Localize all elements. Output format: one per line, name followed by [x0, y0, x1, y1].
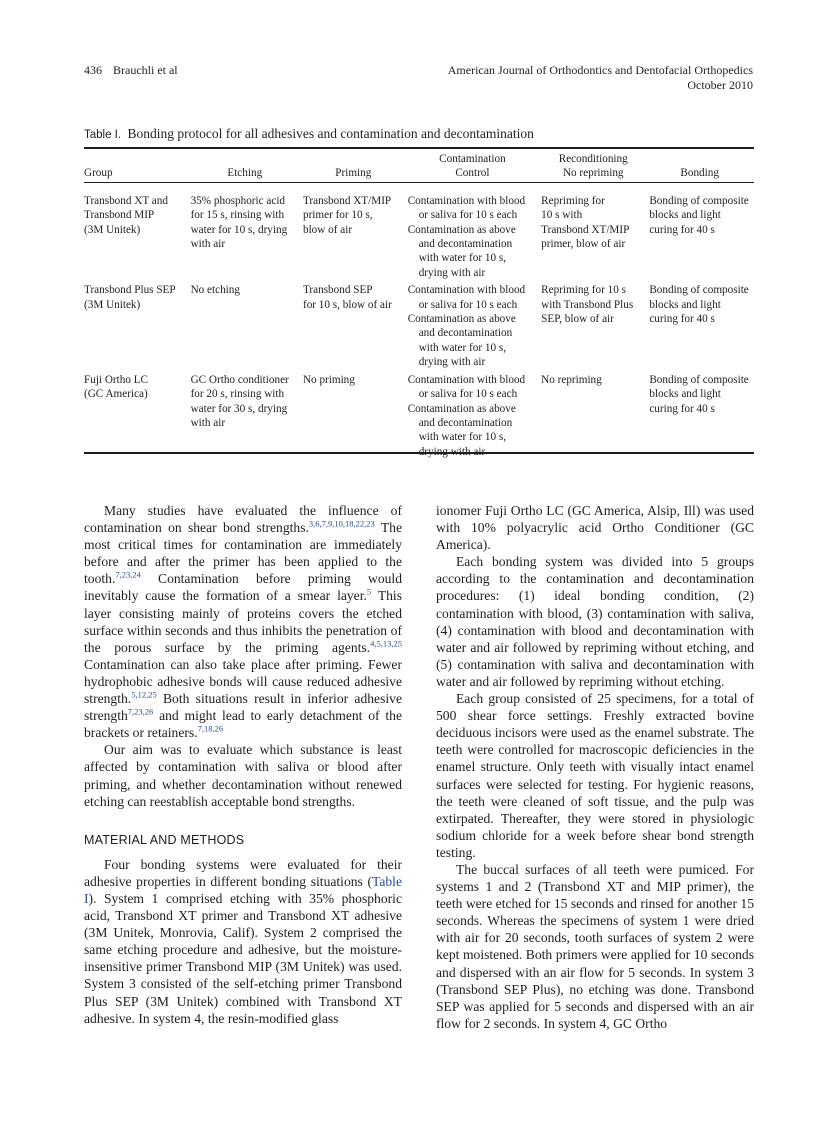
paragraph-groups: Each bonding system was divided into 5 groups according to the contamination and decontamination procedures: (1) ideal bonding condition, (2) contamination with blood, (3) contamination with saliva, (4) contamination with blood and decontamination with water and air followed by repriming without etching, and (5) contamination with saliva and decontamination with water and air followed by repriming without etching. — [436, 554, 754, 689]
cell-reconditioning: No repriming — [541, 373, 602, 386]
cell-etching: GC Ortho conditioner for 20 s, rinsing with water for 30 s, drying with air — [190, 373, 289, 429]
paragraph-specimens: Each group consisted of 25 specimens, for a total of 500 shear force settings. Freshly extracted bovine deciduous incisors were used as the enamel substrate. The teeth were controlled for macroscopic deficiencies in the enamel structure. Only teeth with visually intact enamel surfaces were selected for testing. For hygienic reasons, the teeth were cleaned of soft tissue, and the pulp was extirpated. Thereafter, they were stored in physiologic sodium chloride for a week before shear bond strength testing. — [436, 691, 754, 860]
cell-priming: Transbond XT/MIP primer for 10 s, blow of air — [302, 194, 392, 236]
col-header-etching: Etching — [227, 167, 263, 180]
cell-etching: 35% phosphoric acid for 15 s, rinsing with water for 10 s, drying with air — [190, 194, 288, 251]
bonding-protocol-table — [84, 150, 754, 459]
citation[interactable]: 7,23,24 — [115, 569, 141, 580]
page-number: 436 — [84, 63, 102, 77]
paragraph-aim: Our aim was to evaluate which substance is least affected by contamination with saliva or blood after priming, and whether decontamination without renewed etching can reestablish acceptable bond strengths. — [84, 742, 402, 809]
running-header-right — [448, 63, 753, 93]
cell-bonding: Bonding of composite blocks and light curing for 40 s — [649, 194, 749, 236]
issue-date: October 2010 — [687, 78, 753, 92]
table-title: Bonding protocol for all adhesives and contamination and decontamination — [127, 126, 534, 141]
cell-bonding: Bonding of composite blocks and light curing for 40 s — [649, 373, 749, 415]
cell-reconditioning: Repriming for 10 s with Transbond Plus SEP, blow of air — [541, 284, 634, 326]
cell-etching: No etching — [190, 284, 240, 297]
body-column-left — [84, 502, 402, 1027]
table-label: Table I. — [84, 129, 122, 141]
cell-group: Transbond XT and Transbond MIP (3M Unitek) — [84, 194, 168, 236]
cell-reconditioning: Repriming for 10 s with Transbond XT/MIP primer, blow of air — [541, 194, 630, 251]
table-reference-link[interactable]: Table I — [84, 873, 402, 906]
paragraph-methods: Four bonding systems were evaluated for their adhesive properties in different bonding situations (Table I). System 1 comprised etching with 35% phosphoric acid, Transbond XT primer and Transbond XT adhesive (3M Unitek, Monrovia, Calif). System 2 comprised the same etching procedure and adhesive, but the moisture-insensitive primer Transbond MIP (3M Unitek) was used. System 3 consisted of the self-etching primer Transbond Plus SEP (3M Unitek) combined with Transbond XT adhesive. In system 4, the resin-modified glass — [84, 856, 402, 1026]
col-header-group: Group — [84, 167, 113, 180]
table-caption — [84, 126, 534, 142]
cell-priming: No priming — [302, 373, 355, 386]
cell-contamination: Contamination with blood or saliva for 10 s each Contamination as above and decontamination with water for 10 s, drying with air — [407, 284, 526, 369]
paragraph-intro: Many studies have evaluated the influence of contamination on shear bond strengths.$^{3,6,7,9,10,18,22,23}$ The most critical times for contamination are immediately before and after the primer has been applied to the tooth.$^{7,23,24}$ Contamination before priming would inevitably cause the formation of a smear layer.$^5$ This layer consisting mainly of proteins covers the etched surface within seconds and thus inhibits the penetration of the porous surface by the priming agents.$^{4,5,13,25}$ Contamination can also take place after priming. Fewer hydrophobic adhesive bonds will cause reduced adhesive strength.$^{5,12,25}$ Both situations result in inferior adhesive strength$^{7,23,26}$ and might lead to early detachment of the brackets or retainers.$^{7,18,26}$ — [84, 503, 402, 741]
journal-name: American Journal of Orthodontics and Dentofacial Orthopedics — [447, 63, 753, 77]
table-top-rule — [84, 147, 754, 149]
col-header-priming: Priming — [335, 167, 372, 180]
cell-contamination: Contamination with blood or saliva for 10 s each Contamination as above and decontamination with water for 10 s, drying with air — [407, 373, 526, 458]
col-header-contamination: Contamination Control — [439, 153, 506, 180]
running-authors: Brauchli et al — [113, 63, 178, 77]
citation[interactable]: 3,6,7,9,10,18,22,23 — [308, 518, 375, 529]
table-header-row — [84, 150, 754, 187]
cell-bonding: Bonding of composite blocks and light curing for 40 s — [649, 284, 749, 326]
citation[interactable]: 4,5,13,25 — [370, 638, 402, 649]
section-heading-methods: MATERIAL AND METHODS — [84, 832, 245, 847]
citation[interactable]: 7,18,26 — [197, 723, 224, 734]
paragraph-continued: ionomer Fuji Ortho LC (GC America, Alsip, Ill) was used with 10% polyacrylic acid Ortho Conditioner (GC America). — [436, 503, 754, 553]
table-row — [84, 187, 754, 280]
cell-contamination: Contamination with blood or saliva for 10 s each Contamination as above and decontamination with water for 10 s, drying with air — [407, 194, 526, 279]
col-header-reconditioning: Reconditioning No repriming — [558, 153, 628, 180]
body-column-right — [436, 502, 754, 1032]
cell-priming: Transbond SEP for 10 s, blow of air — [302, 284, 392, 311]
citation[interactable]: 5 — [366, 586, 372, 597]
citation[interactable]: 7,23,26 — [127, 706, 154, 717]
cell-group: Transbond Plus SEP (3M Unitek) — [84, 284, 176, 311]
table-row — [84, 280, 754, 369]
paragraph-surface-prep: The buccal surfaces of all teeth were pumiced. For systems 1 and 2 (Transbond XT and MIP primer), the teeth were etched for 15 seconds and rinsed for another 15 seconds. Whereas the specimens of system 1 were dried with air for 20 seconds, tooth surfaces of system 2 were kept moistened. Both primers were applied for 10 seconds and dispersed with an air flow for 5 seconds. In system 3 (Transbond SEP Plus), no etching was done. Transbond SEP was applied for 5 seconds and dispersed with an air flow for 2 seconds. In system 4, GC Ortho — [436, 861, 754, 1031]
cell-group: Fuji Ortho LC (GC America) — [84, 373, 149, 401]
table-row — [84, 370, 754, 459]
col-header-bonding: Bonding — [680, 167, 719, 180]
citation[interactable]: 5,12,25 — [131, 689, 157, 700]
running-header-left — [84, 63, 178, 78]
